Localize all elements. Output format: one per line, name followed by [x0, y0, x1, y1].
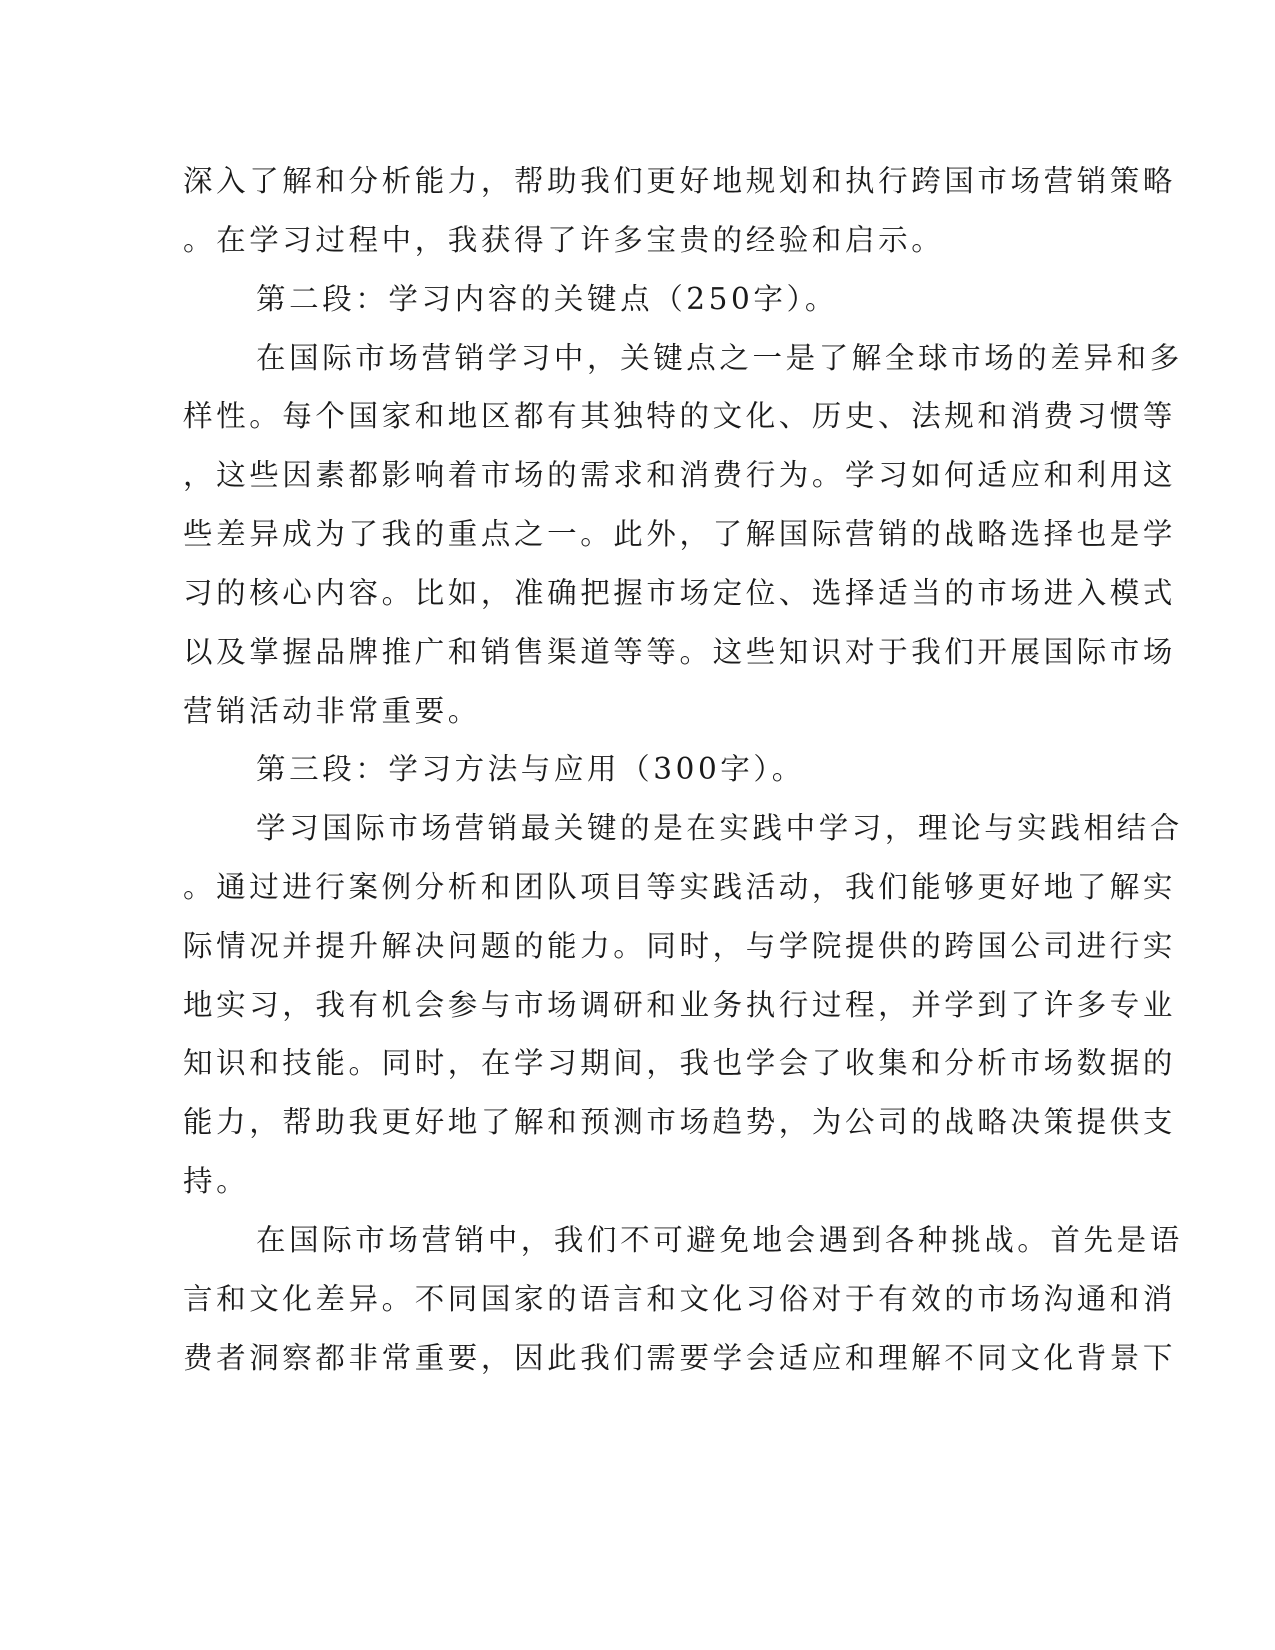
body-text-line: 知识和技能。同时，在学习期间，我也学会了收集和分析市场数据的 — [183, 1046, 1177, 1080]
body-text-line: 际情况并提升解决问题的能力。同时，与学院提供的跨国公司进行实 — [183, 929, 1177, 963]
section-heading-2: 第二段：学习内容的关键点（250字）。 — [256, 282, 838, 316]
paragraph-first-line: 在国际市场营销学习中，关键点之一是了解全球市场的差异和多 — [256, 341, 1183, 375]
body-text-line: 以及掌握品牌推广和销售渠道等等。这些知识对于我们开展国际市场 — [183, 635, 1177, 669]
body-text-line: 能力，帮助我更好地了解和预测市场趋势，为公司的战略决策提供支 — [183, 1105, 1177, 1139]
body-text-line: 费者洞察都非常重要，因此我们需要学会适应和理解不同文化背景下 — [183, 1341, 1177, 1375]
body-text-line: 言和文化差异。不同国家的语言和文化习俗对于有效的市场沟通和消 — [183, 1282, 1177, 1316]
body-text-line: 持。 — [183, 1164, 250, 1198]
body-text-line: ，这些因素都影响着市场的需求和消费行为。学习如何适应和利用这 — [183, 458, 1177, 492]
paragraph-first-line: 学习国际市场营销最关键的是在实践中学习，理论与实践相结合 — [256, 811, 1183, 845]
body-text-line: 习的核心内容。比如，准确把握市场定位、选择适当的市场进入模式 — [183, 576, 1177, 610]
body-text-line: 深入了解和分析能力，帮助我们更好地规划和执行跨国市场营销策略 — [183, 164, 1177, 198]
body-text-line: 。在学习过程中，我获得了许多宝贵的经验和启示。 — [183, 223, 945, 257]
body-text-line: 。通过进行案例分析和团队项目等实践活动，我们能够更好地了解实 — [183, 870, 1177, 904]
body-text-line: 样性。每个国家和地区都有其独特的文化、历史、法规和消费习惯等 — [183, 399, 1177, 433]
body-text-line: 些差异成为了我的重点之一。此外，了解国际营销的战略选择也是学 — [183, 517, 1177, 551]
body-text-line: 地实习，我有机会参与市场调研和业务执行过程，并学到了许多专业 — [183, 988, 1177, 1022]
section-heading-3: 第三段：学习方法与应用（300字）。 — [256, 752, 805, 786]
body-text-line: 营销活动非常重要。 — [183, 694, 481, 728]
paragraph-first-line: 在国际市场营销中，我们不可避免地会遇到各种挑战。首先是语 — [256, 1223, 1183, 1257]
